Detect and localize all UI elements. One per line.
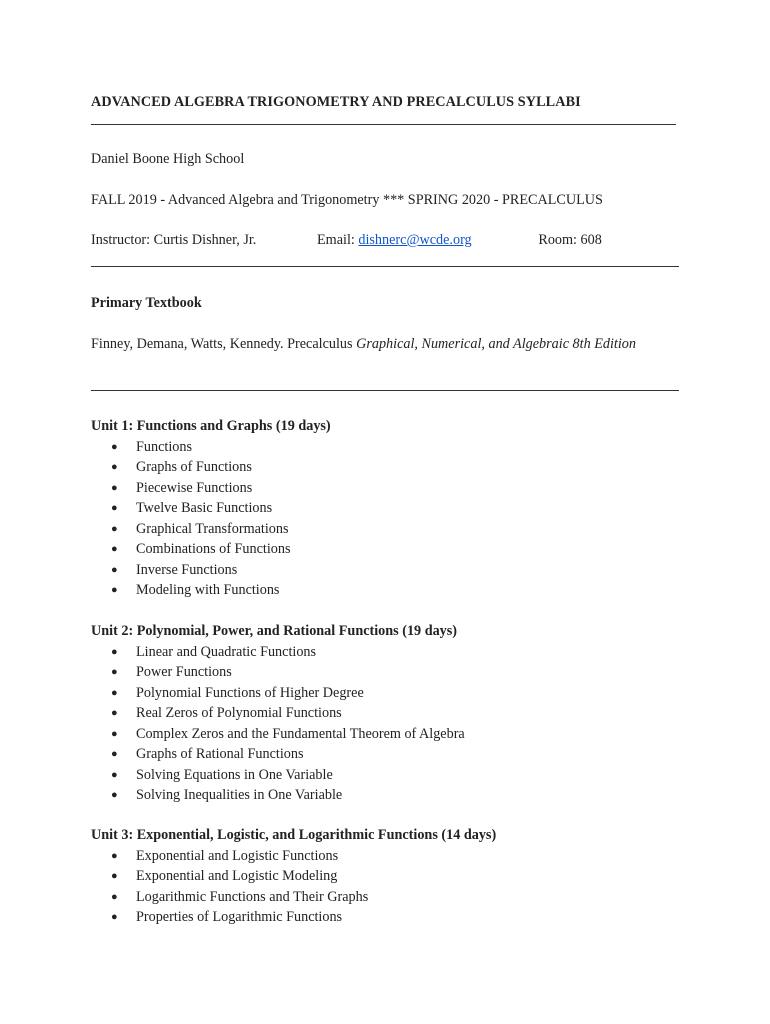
bullet-icon: ● <box>111 563 118 576</box>
bullet-icon: ● <box>111 502 118 514</box>
bullet-icon: ● <box>111 686 118 699</box>
topic-item <box>91 765 465 786</box>
unit-title: Unit 1: Functions and Graphs (19 days) <box>91 418 331 434</box>
topic-label: Complex Zeros and the Fundamental Theorem of Algebra <box>136 725 465 742</box>
topic-list <box>91 437 331 601</box>
unit-title: Unit 3: Exponential, Logistic, and Logarithmic Functions (14 days) <box>91 827 497 843</box>
semesters-line: FALL 2019 - Advanced Algebra and Trigonometry *** SPRING 2020 - PRECALCULUS <box>91 192 603 208</box>
unit-section <box>91 416 331 601</box>
bullet-icon: ● <box>111 645 118 658</box>
topic-item <box>91 907 496 928</box>
bullet-icon: ● <box>111 727 118 740</box>
textbook-authors: Finney, Demana, Watts, Kennedy. Precalculus <box>91 336 357 352</box>
topic-item <box>91 866 496 887</box>
bullet-icon: ● <box>111 890 118 903</box>
room-number: Room: 608 <box>538 232 602 248</box>
topic-item <box>91 662 465 683</box>
bullet-icon: ● <box>111 849 118 862</box>
topic-item <box>91 539 331 560</box>
bullet-icon: ● <box>111 748 118 760</box>
bullet-icon: ● <box>111 707 118 719</box>
title-rule <box>91 124 676 125</box>
topic-item <box>91 744 465 765</box>
topic-label: Solving Equations in One Variable <box>136 766 333 783</box>
topic-label: Exponential and Logistic Functions <box>136 847 339 864</box>
topic-label: Solving Inequalities in One Variable <box>136 787 343 803</box>
topic-item <box>91 642 465 663</box>
topic-list <box>91 846 496 928</box>
topic-label: Piecewise Functions <box>136 479 253 496</box>
bullet-icon: ● <box>111 522 118 535</box>
textbook-heading: Primary Textbook <box>91 295 202 311</box>
topic-item <box>91 785 465 806</box>
topic-label: Graphs of Rational Functions <box>136 746 304 762</box>
bullet-icon: ● <box>111 481 118 494</box>
unit-section <box>91 621 465 806</box>
textbook-citation <box>91 336 636 353</box>
instructor-name: Instructor: Curtis Dishner, Jr. <box>91 232 257 248</box>
unit-title: Unit 2: Polynomial, Power, and Rational Functions (19 days) <box>91 623 458 639</box>
topic-item <box>91 887 496 908</box>
topic-item <box>91 580 331 601</box>
topic-label: Logarithmic Functions and Their Graphs <box>136 888 369 905</box>
topic-item <box>91 846 496 867</box>
topic-item <box>91 457 331 478</box>
topic-label: Combinations of Functions <box>136 541 291 557</box>
bullet-icon: ● <box>111 461 118 473</box>
bullet-icon: ● <box>111 584 118 596</box>
topic-label: Functions <box>136 438 192 455</box>
topic-label: Properties of Logarithmic Functions <box>136 909 343 925</box>
school-name: Daniel Boone High School <box>91 151 245 167</box>
topic-item <box>91 683 465 704</box>
topic-item <box>91 703 465 724</box>
bullet-icon: ● <box>111 870 118 882</box>
topic-label: Power Functions <box>136 664 232 680</box>
topic-label: Inverse Functions <box>136 561 238 578</box>
instructor-line <box>91 232 602 249</box>
topic-label: Real Zeros of Polynomial Functions <box>136 705 342 721</box>
email-link[interactable]: dishnerc@wcde.org <box>358 232 472 248</box>
bullet-icon: ● <box>111 440 118 453</box>
topic-item <box>91 724 465 745</box>
textbook-rule <box>91 390 679 391</box>
bullet-icon: ● <box>111 789 118 801</box>
topic-label: Twelve Basic Functions <box>136 500 273 516</box>
document-title: ADVANCED ALGEBRA TRIGONOMETRY AND PRECALCULUS SYLLABI <box>91 94 581 110</box>
bullet-icon: ● <box>111 666 118 678</box>
topic-label: Modeling with Functions <box>136 582 280 598</box>
topic-label: Graphical Transformations <box>136 520 289 537</box>
topic-item <box>91 560 331 581</box>
topic-label: Linear and Quadratic Functions <box>136 643 317 660</box>
topic-item <box>91 478 331 499</box>
textbook-title: Graphical, Numerical, and Algebraic 8th Edition <box>356 336 636 352</box>
topic-label: Exponential and Logistic Modeling <box>136 868 338 884</box>
email-label: Email: <box>317 232 355 248</box>
header-rule <box>91 266 679 267</box>
topic-label: Polynomial Functions of Higher Degree <box>136 684 364 701</box>
bullet-icon: ● <box>111 911 118 923</box>
topic-item <box>91 437 331 458</box>
topic-item <box>91 519 331 540</box>
bullet-icon: ● <box>111 768 118 781</box>
topic-label: Graphs of Functions <box>136 459 252 475</box>
topic-item <box>91 498 331 519</box>
unit-section <box>91 825 496 928</box>
topic-list <box>91 642 465 806</box>
bullet-icon: ● <box>111 543 118 555</box>
